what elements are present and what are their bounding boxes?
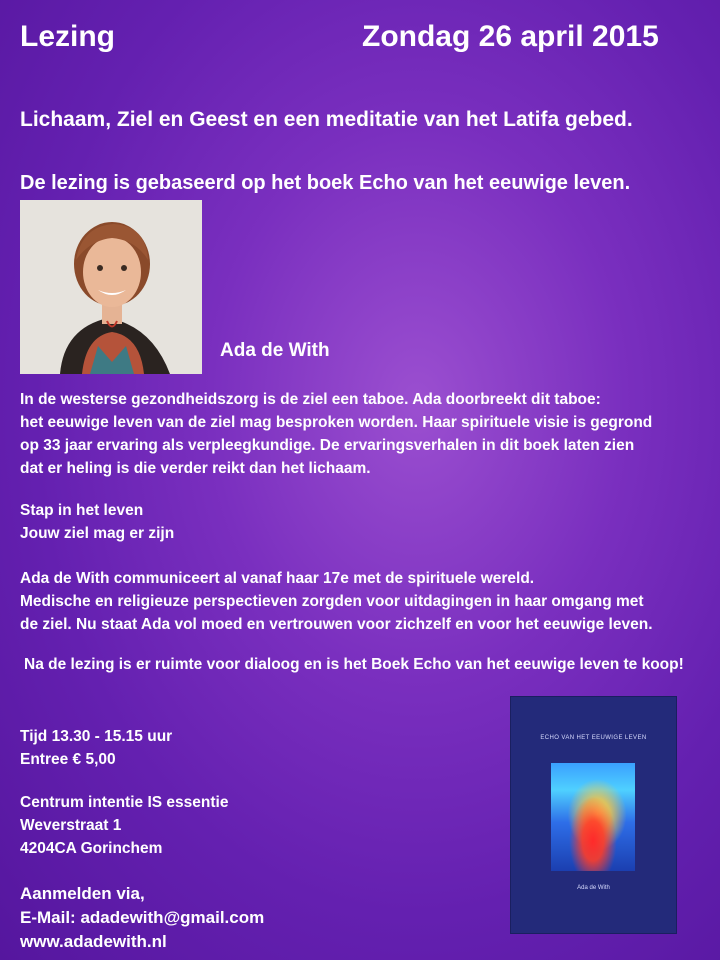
event-type-heading: Lezing xyxy=(20,20,115,53)
signup-label: Aanmelden via, xyxy=(20,884,145,903)
book-cover-title: ECHO VAN HET EEUWIGE LEVEN xyxy=(540,735,647,741)
intro-line: dat er heling is die verder reikt dan het lichaam. xyxy=(20,460,371,477)
venue-name: Centrum intentie IS essentie xyxy=(20,794,229,811)
tagline-line: Stap in het leven xyxy=(20,502,144,519)
intro-line: op 33 jaar ervaring als verpleegkundige. De ervaringsverhalen in dit boek laten zien xyxy=(20,437,635,454)
event-fee: Entree € 5,00 xyxy=(20,751,116,768)
book-cover-author: Ada de With xyxy=(577,885,610,891)
intro-line: In de westerse gezondheidszorg is de ziel een taboe. Ada doorbreekt dit taboe: xyxy=(20,391,601,408)
venue-city: 4204CA Gorinchem xyxy=(20,840,163,857)
book-cover-artwork xyxy=(551,763,635,871)
tagline-paragraph xyxy=(20,499,174,545)
book-basis-line: De lezing is gebaseerd op het boek Echo van het eeuwige leven. xyxy=(20,172,631,194)
bio-line: Ada de With communiceert al vanaf haar 17e met de spirituele wereld. xyxy=(20,570,535,587)
signup-email[interactable]: E-Mail: adadewith@gmail.com xyxy=(20,908,265,927)
event-details xyxy=(20,725,172,771)
intro-line: het eeuwige leven van de ziel mag besproken worden. Haar spirituele visie is gegrond xyxy=(20,414,653,431)
author-photo xyxy=(20,200,202,374)
event-date-heading: Zondag 26 april 2015 xyxy=(362,20,659,53)
event-time: Tijd 13.30 - 15.15 uur xyxy=(20,728,173,745)
bio-line: Medische en religieuze perspectieven zorgden voor uitdagingen in haar omgang met xyxy=(20,593,644,610)
tagline-line: Jouw ziel mag er zijn xyxy=(20,525,175,542)
intro-paragraph xyxy=(20,388,652,480)
signup-website[interactable]: www.adadewith.nl xyxy=(20,932,167,951)
author-portrait-image xyxy=(20,200,202,374)
closing-note: Na de lezing is er ruimte voor dialoog en is het Boek Echo van het eeuwige leven te koop! xyxy=(24,656,684,673)
signup-info xyxy=(20,882,264,954)
event-location xyxy=(20,791,228,860)
bio-paragraph xyxy=(20,567,653,636)
lecture-subtitle: Lichaam, Ziel en Geest en een meditatie van het Latifa gebed. xyxy=(20,108,633,131)
bio-line: de ziel. Nu staat Ada vol moed en vertrouwen voor zichzelf en voor het eeuwige leven. xyxy=(20,616,653,633)
book-cover xyxy=(511,697,676,933)
venue-street: Weverstraat 1 xyxy=(20,817,122,834)
author-name: Ada de With xyxy=(220,340,330,361)
